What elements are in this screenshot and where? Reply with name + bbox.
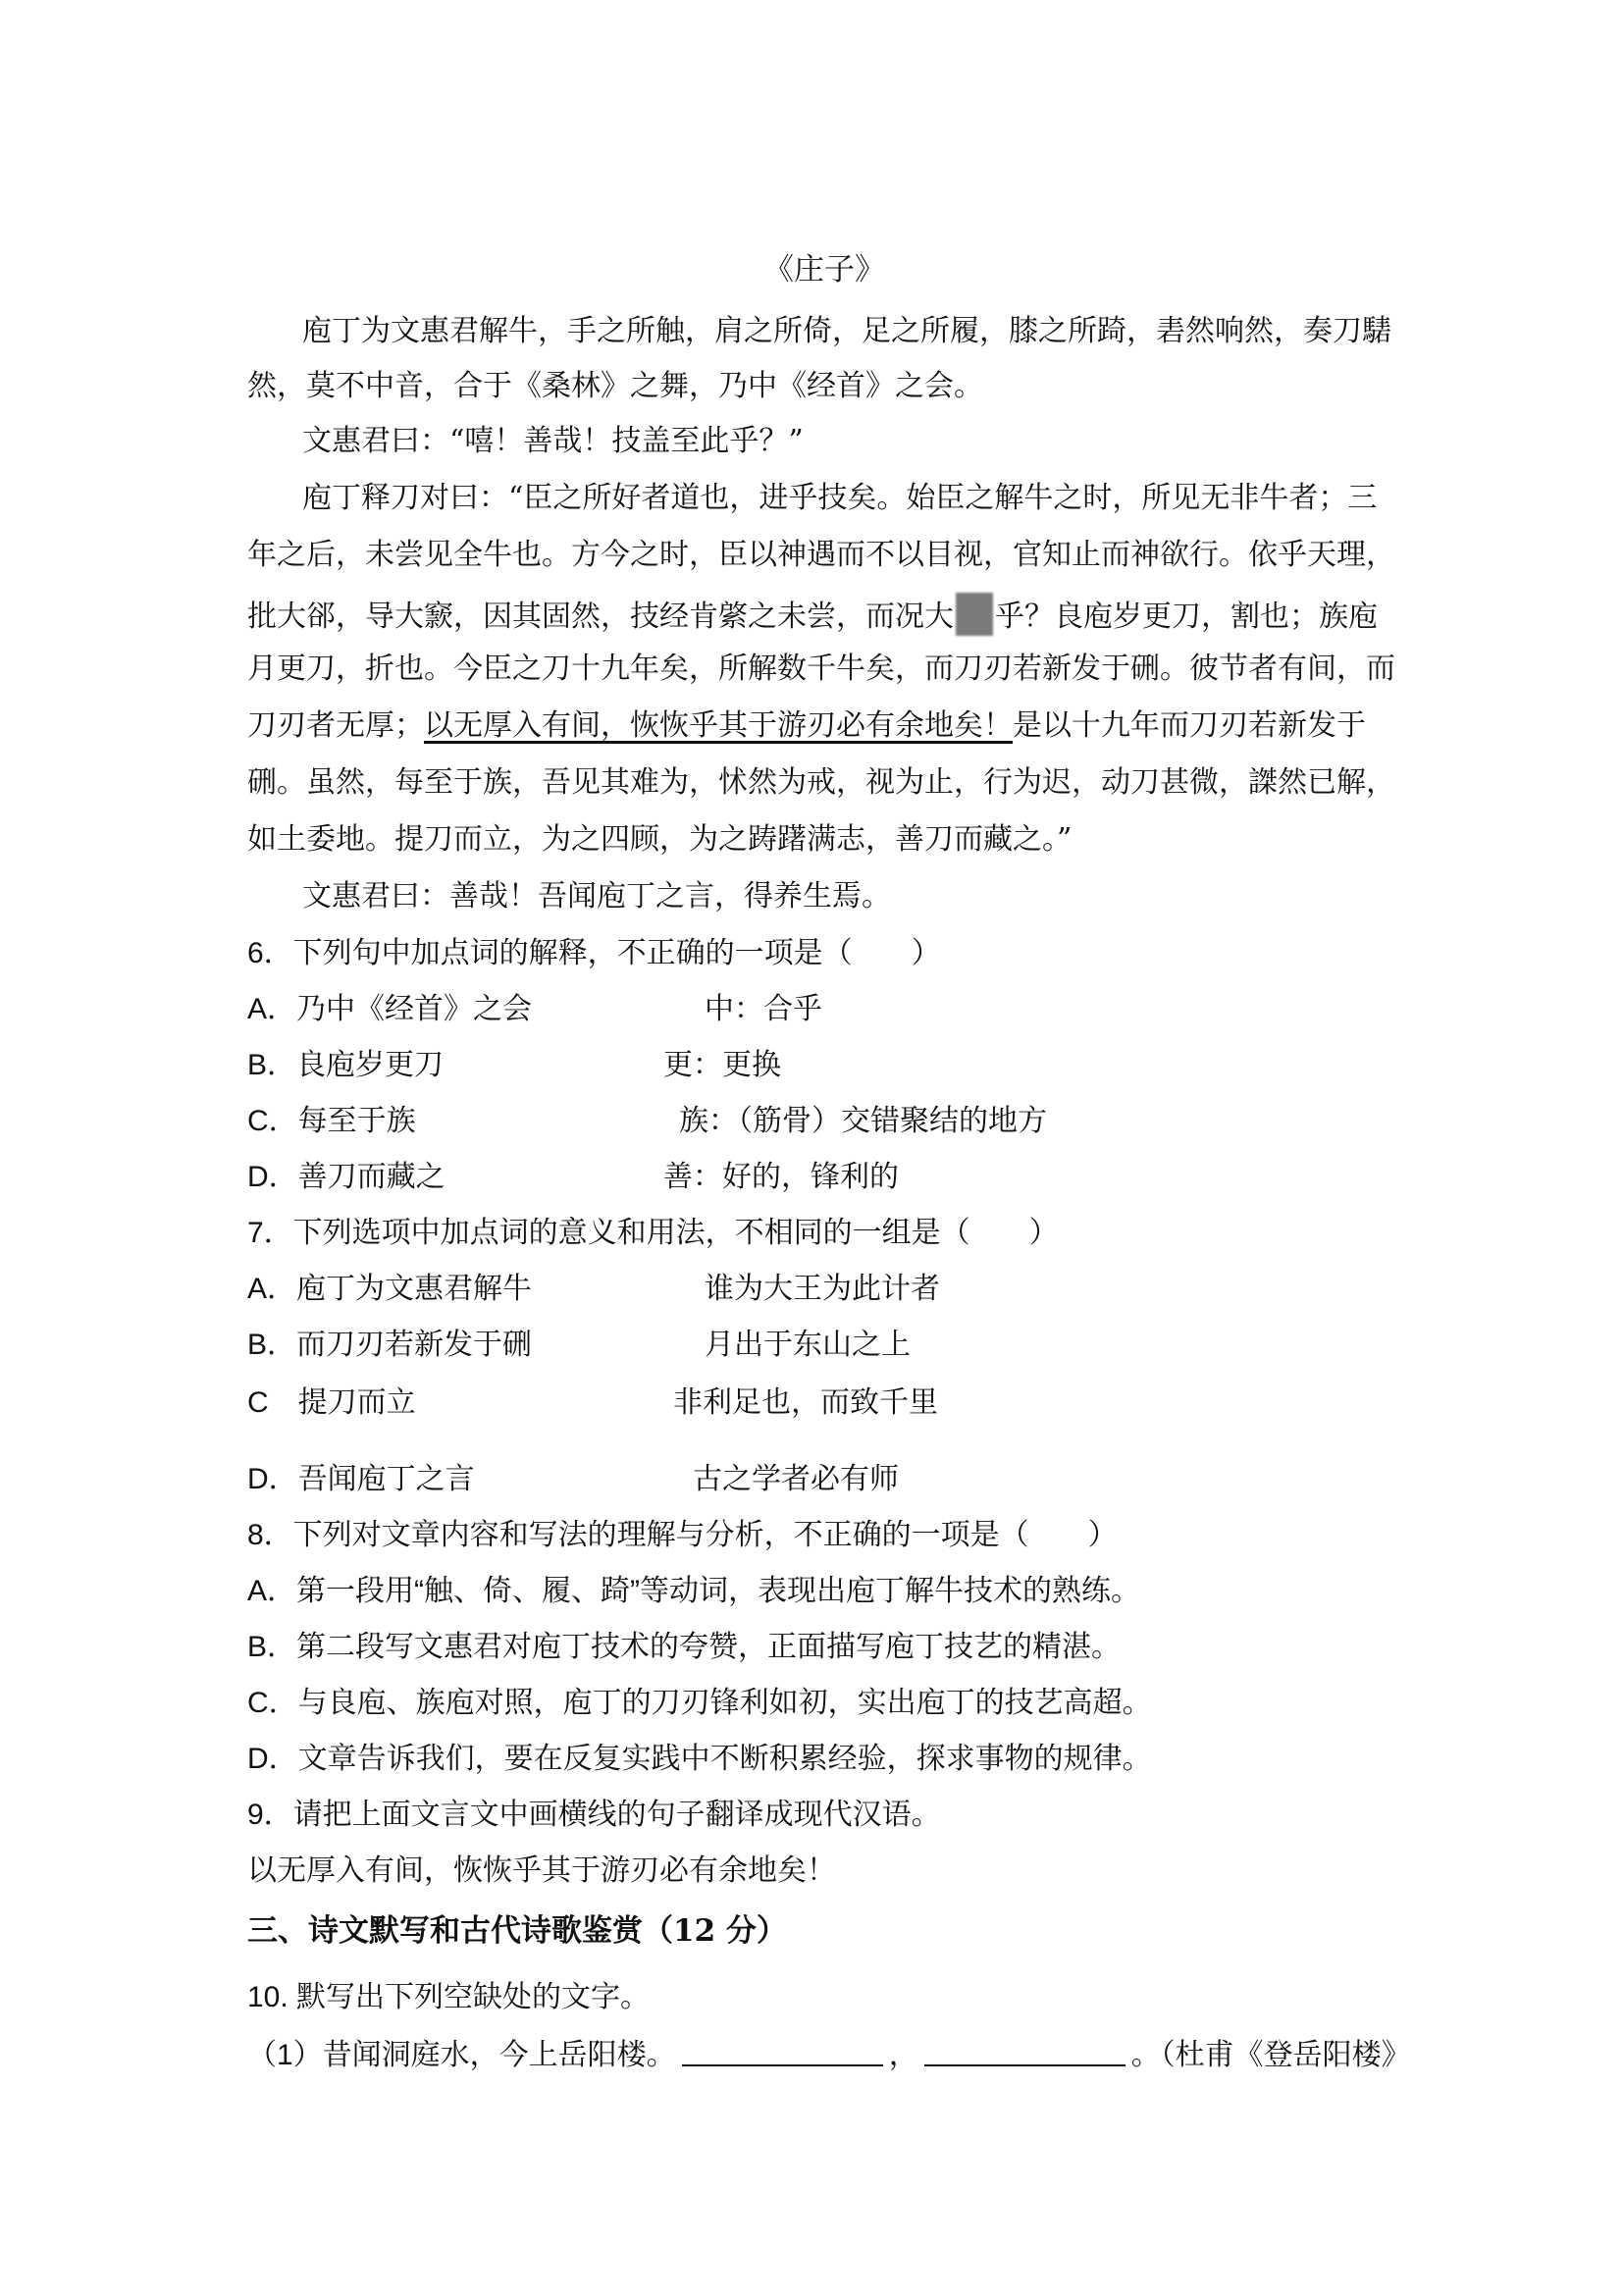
q10-item1 [247, 2036, 1411, 2075]
q7-option-d-compare: 古之学者必有师 [693, 1463, 899, 1495]
smudged-character [956, 593, 993, 636]
q6-option-d-gloss: 善：好的，锋利的 [663, 1161, 899, 1193]
fill-blank-2[interactable] [924, 2037, 1126, 2066]
q7-option-a-text: A．庖丁为文惠君解牛 [247, 1273, 533, 1305]
q8-option-b: B．第二段写文惠君对庖丁技术的夸赞，正面描写庖丁技艺的精湛。 [247, 1631, 1122, 1663]
q7-option-b-text: B．而刀刃若新发于硎 [247, 1329, 533, 1361]
passage-p3-line4: 月更刀，折也。今臣之刀十九年矣，所解数千牛矣，而刀刃若新发于硎。彼节者有间，而 [247, 652, 1395, 686]
q7-option-d-text: D．吾闻庖丁之言 [247, 1463, 475, 1495]
q10-item1-separator: ， [888, 2039, 918, 2071]
q7-option-a-compare: 谁为大王为此计者 [705, 1273, 940, 1305]
q9-sentence: 以无厚入有间，恢恢乎其于游刃必有余地矣！ [247, 1854, 836, 1887]
q10-item1-prompt: （1）昔闻洞庭水，今上岳阳楼。 [247, 2039, 676, 2071]
q6-option-b-text: B．良庖岁更刀 [247, 1049, 445, 1081]
q8-stem: 8．下列对文章内容和写法的理解与分析，不正确的一项是（ ） [247, 1519, 1118, 1551]
passage-p2: 文惠君曰：“嘻！善哉！技盖至此乎？” [302, 424, 804, 458]
passage-p3-line7: 如土委地。提刀而立，为之四顾，为之踌躇满志，善刀而藏之。” [247, 822, 1073, 857]
section-heading: 三、诗文默写和古代诗歌鉴赏（12 分） [247, 1913, 787, 1949]
passage-p3-line1: 庖丁释刀对曰：“臣之所好者道也，进乎技矣。始臣之解牛之时，所见无非牛者；三 [302, 481, 1378, 515]
passage-p3-line6: 硎。虽然，每至于族，吾见其难为，怵然为戒，视为止，行为迟，动刀甚微，謋然已解， [247, 765, 1395, 800]
q7-option-b-compare: 月出于东山之上 [705, 1329, 911, 1361]
q6-option-a-gloss: 中：合乎 [705, 993, 822, 1025]
q6-option-a-text: A．乃中《经首》之会 [247, 993, 533, 1025]
q6-option-b [247, 1046, 781, 1085]
passage-p3-line5-a: 刀刃者无厚； [247, 708, 424, 743]
passage-p3-line5 [247, 706, 1366, 746]
passage-p1-line2: 然，莫不中音，合于《桑林》之舞，乃中《经首》之会。 [247, 369, 983, 403]
q8-option-c: C．与良庖、族庖对照，庖丁的刀刃锋利如初，实出庖丁的技艺高超。 [247, 1687, 1152, 1719]
passage-p3-line5-b: 是以十九年而刀刃若新发于 [1013, 708, 1366, 743]
q6-option-d [247, 1158, 899, 1197]
q6-option-c [247, 1102, 1047, 1141]
fill-blank-1[interactable] [682, 2037, 883, 2066]
passage-p3-line3 [247, 593, 1378, 637]
passage-p3-line2: 年之后，未尝见全牛也。方今之时，臣以神遇而不以目视，官知止而神欲行。依乎天理， [247, 538, 1395, 572]
q7-option-c [247, 1383, 938, 1423]
q6-option-a [247, 990, 822, 1029]
passage-p3-line3-a: 批大郤，导大窾，因其固然，技经肯綮之未尝，而况大 [247, 600, 954, 634]
q10-item1-source: 。（杜甫《登岳阳楼》 [1130, 2039, 1411, 2071]
underlined-sentence: 以无厚入有间，恢恢乎其于游刃必有余地矣！ [424, 708, 1013, 743]
q7-stem: 7．下列选项中加点词的意义和用法，不相同的一组是（ ） [247, 1217, 1059, 1249]
q6-option-d-text: D．善刀而藏之 [247, 1161, 445, 1193]
q7-option-c-text: C 提刀而立 [247, 1386, 416, 1419]
q7-option-b [247, 1326, 911, 1365]
q6-stem: 6．下列句中加点词的解释，不正确的一项是（ ） [247, 937, 941, 969]
q9-stem: 9．请把上面文言文中画横线的句子翻译成现代汉语。 [247, 1799, 941, 1831]
q8-option-a: A．第一段用“触、倚、履、踦”等动词，表现出庖丁解牛技术的熟练。 [247, 1575, 1140, 1607]
passage-p4: 文惠君曰：善哉！吾闻庖丁之言，得养生焉。 [302, 879, 891, 913]
q6-option-c-text: C．每至于族 [247, 1105, 416, 1137]
passage-p3-line3-b: 乎？良庖岁更刀，割也；族庖 [995, 600, 1378, 634]
q7-option-a [247, 1270, 940, 1309]
q7-option-c-compare: 非利足也，而致千里 [673, 1386, 938, 1419]
q6-option-b-gloss: 更：更换 [663, 1049, 781, 1081]
q8-option-d: D．文章告诉我们，要在反复实践中不断积累经验，探求事物的规律。 [247, 1743, 1152, 1775]
passage-title: 《庄子》 [763, 252, 885, 287]
passage-p1-line1: 庖丁为文惠君解牛，手之所触，肩之所倚，足之所履，膝之所踦，砉然响然，奏刀騞 [302, 314, 1391, 348]
q10-stem: 10. 默写出下列空缺处的文字。 [247, 1981, 651, 2013]
q6-option-c-gloss: 族：（筋骨）交错聚结的地方 [679, 1105, 1047, 1137]
q7-option-d [247, 1460, 899, 1499]
